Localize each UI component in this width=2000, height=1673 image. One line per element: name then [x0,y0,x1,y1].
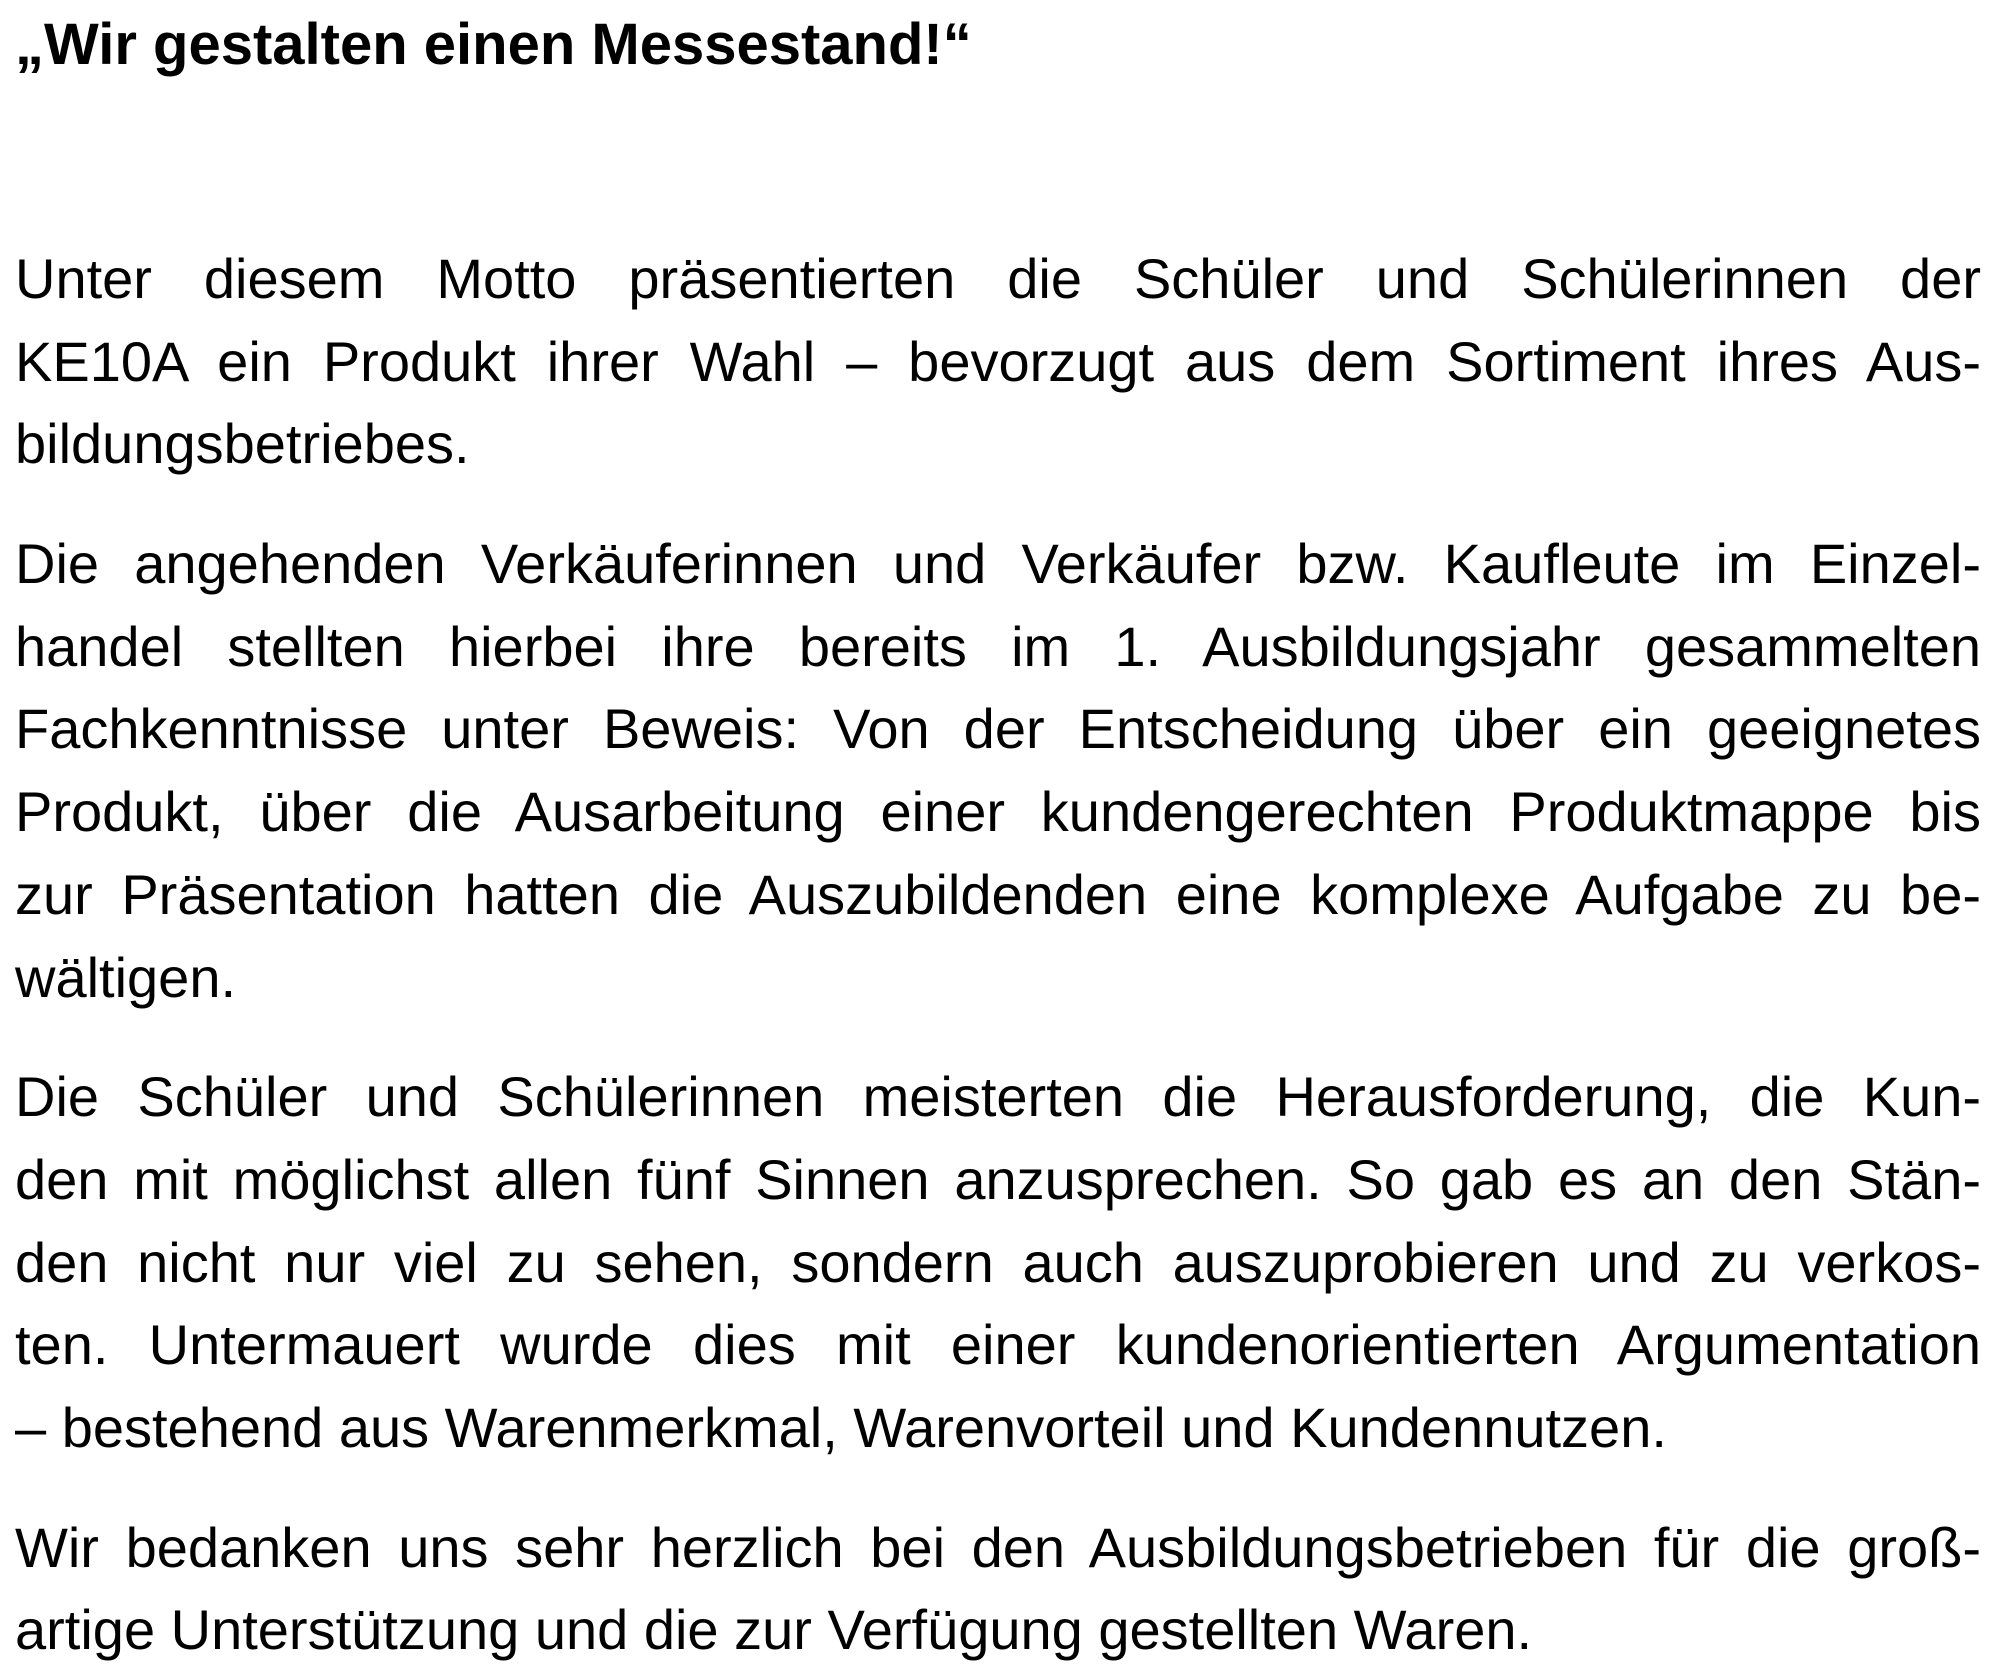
text-line: handel stellten hierbei ihre bereits im 1. Ausbildungsjahr gesammelten [15,614,1981,678]
text-line: Die Schüler und Schülerinnen meisterten die Herausforderung, die Kun- [15,1065,1981,1129]
text-line: bildungsbetriebes. [15,412,470,476]
text-line: wältigen. [15,945,237,1009]
text-line: zur Präsentation hatten die Auszubildenden eine komplexe Aufgabe zu be- [15,862,1981,926]
paragraph [15,238,1981,486]
text-line: den mit möglichst allen fünf Sinnen anzusprechen. So gab es an den Stän- [15,1147,1981,1211]
paragraph [15,1056,1981,1469]
text-line: Unter diesem Motto präsentierten die Schüler und Schülerinnen der [15,247,1981,310]
text-line: Die angehenden Verkäuferinnen und Verkäufer bzw. Kaufleute im Einzel- [15,532,1981,596]
text-line: KE10A ein Produkt ihrer Wahl – bevorzugt aus dem Sortiment ihres Aus- [15,329,1981,393]
paragraph-spacer [15,486,1981,523]
text-line: Fachkenntnisse unter Beweis: Von der Entscheidung über ein geeignetes [15,697,1981,761]
paragraph-spacer [15,1019,1981,1056]
paragraph [15,523,1981,1019]
text-line: artige Unterstützung und die zur Verfügung gestellten Waren. [15,1598,1533,1662]
text-line: – bestehend aus Warenmerkmal, Warenvorteil und Kundennutzen. [15,1395,1667,1459]
document-body [15,238,1981,1672]
document-title: „Wir gestalten einen Messestand!“ [15,12,972,77]
text-line: ten. Untermauert wurde dies mit einer kundenorientierten Argumentation [15,1313,1981,1377]
text-line: Produkt, über die Ausarbeitung einer kundengerechten Produktmappe bis [15,780,1981,844]
paragraph [15,1507,1981,1672]
text-line: Wir bedanken uns sehr herzlich bei den Ausbildungsbetrieben für die groß- [15,1515,1981,1579]
text-line: den nicht nur viel zu sehen, sondern auch auszuprobieren und zu verkos- [15,1230,1981,1294]
paragraph-spacer [15,1470,1981,1507]
